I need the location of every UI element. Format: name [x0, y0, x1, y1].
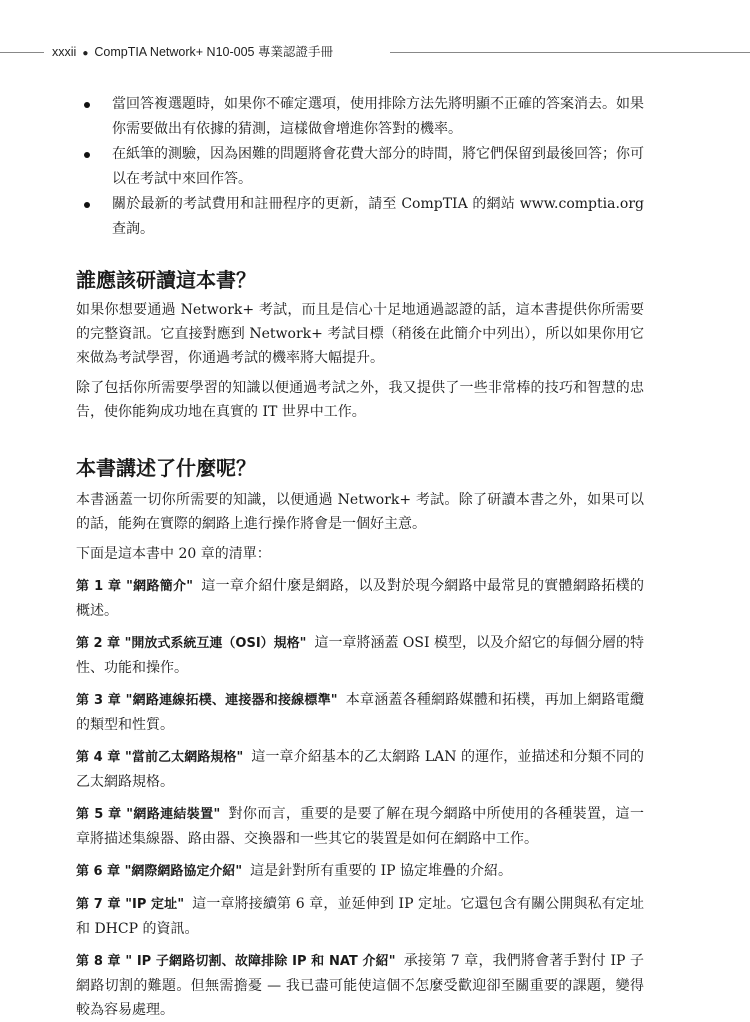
page-number: xxxii: [52, 45, 77, 59]
paragraph: 下面是這本書中 20 章的清單：: [76, 546, 271, 562]
chapter-entry: [76, 688, 644, 737]
bullet-icon: [84, 152, 90, 158]
tips-list: [76, 92, 644, 242]
chapter-description: 承接第 7 章，我們將會著手對付 IP 子網路切割的難題。但無需擔憂 — 我已盡可能使這個不怎麼受歡迎卻至關重要的課題，變得較為容易處理。: [76, 953, 644, 1018]
paragraph: 如果你想要通過 Network+ 考試，而且是信心十足地通過認證的話，這本書提供你所需要的完整資訊。它直接對應到 Network+ 考試目標（稍後在此簡介中列出），所以如果你用它來做為考試學習，你通過考試的機率將大幅提升。: [76, 302, 644, 366]
chapter-entry: [76, 631, 644, 680]
chapter-title: 第 7 章 "IP 定址": [76, 897, 185, 912]
chapter-title: 第 2 章 "開放式系統互連（OSI）規格": [76, 636, 307, 651]
chapter-title: 第 5 章 "網路連結裝置": [76, 807, 221, 822]
chapter-title: 第 1 章 "網路簡介": [76, 579, 194, 594]
chapter-description: 這一章將涵蓋 OSI 模型，以及介紹它的每個分層的特性、功能和操作。: [76, 635, 645, 676]
page-body: [76, 92, 644, 1022]
chapter-entry: [76, 949, 644, 1022]
chapter-entry: [76, 574, 644, 623]
chapter-title: 第 3 章 "網路連線拓樸、連接器和接線標準": [76, 693, 338, 708]
chapter-title: 第 8 章 " IP 子網路切割、故障排除 IP 和 NAT 介紹": [76, 954, 396, 969]
chapter-description: 這一章介紹基本的乙太網路 LAN 的運作，並描述和分類不同的乙太網路規格。: [76, 749, 645, 790]
book-title: CompTIA Network+ N10-005 專業認證手冊: [94, 45, 333, 59]
header-bullet: ●: [82, 48, 89, 59]
header-rule-right: [390, 52, 750, 53]
chapter-description: 本章涵蓋各種網路媒體和拓樸，再加上網路電纜的類型和性質。: [76, 692, 645, 733]
paragraph: 本書涵蓋一切你所需要的知識，以便通過 Network+ 考試。除了研讀本書之外，如果可以的話，能夠在實際的網路上進行操作將會是一個好主意。: [76, 492, 644, 532]
list-item: 關於最新的考試費用和註冊程序的更新，請至 CompTIA 的網站 www.comptia.org 查詢。: [76, 192, 644, 242]
section-heading-what: 本書講述了什麼呢？: [76, 456, 256, 480]
chapter-list: [76, 574, 644, 1022]
bullet-icon: [84, 102, 90, 108]
header-text: [52, 42, 333, 60]
list-item: 在紙筆的測驗，因為困難的問題將會花費大部分的時間，將它們保留到最後回答；你可以在考試中來回作答。: [76, 142, 644, 192]
section-heading-who: 誰應該研讀這本書？: [76, 268, 256, 292]
chapter-entry: [76, 892, 644, 941]
chapter-description: 對你而言，重要的是要了解在現今網路中所使用的各種裝置，這一章將描述集線器、路由器、交換器和一些其它的裝置是如何在網路中工作。: [76, 806, 644, 847]
header-rule-left: [0, 52, 44, 53]
chapter-entry: [76, 859, 644, 884]
chapter-title: 第 6 章 "網際網路協定介紹": [76, 864, 243, 879]
chapter-description: 這一章將接續第 6 章，並延伸到 IP 定址。它還包含有關公開與私有定址和 DHCP 的資訊。: [76, 896, 644, 937]
running-header: [0, 40, 750, 64]
bullet-icon: [84, 202, 90, 208]
chapter-description: 這一章介紹什麼是網路，以及對於現今網路中最常見的實體網路拓樸的概述。: [76, 578, 645, 619]
chapter-description: 這是針對所有重要的 IP 協定堆疊的介紹。: [250, 863, 513, 879]
paragraph: 除了包括你所需要學習的知識以便通過考試之外，我又提供了一些非常棒的技巧和智慧的忠告，使你能夠成功地在真實的 IT 世界中工作。: [76, 380, 644, 420]
chapter-entry: [76, 745, 644, 794]
chapter-title: 第 4 章 "當前乙太網路規格": [76, 750, 244, 765]
chapter-entry: [76, 802, 644, 851]
list-item: 當回答複選題時，如果你不確定選項，使用排除方法先將明顯不正確的答案消去。如果你需要做出有依據的猜測，這樣做會增進你答對的機率。: [76, 92, 644, 142]
